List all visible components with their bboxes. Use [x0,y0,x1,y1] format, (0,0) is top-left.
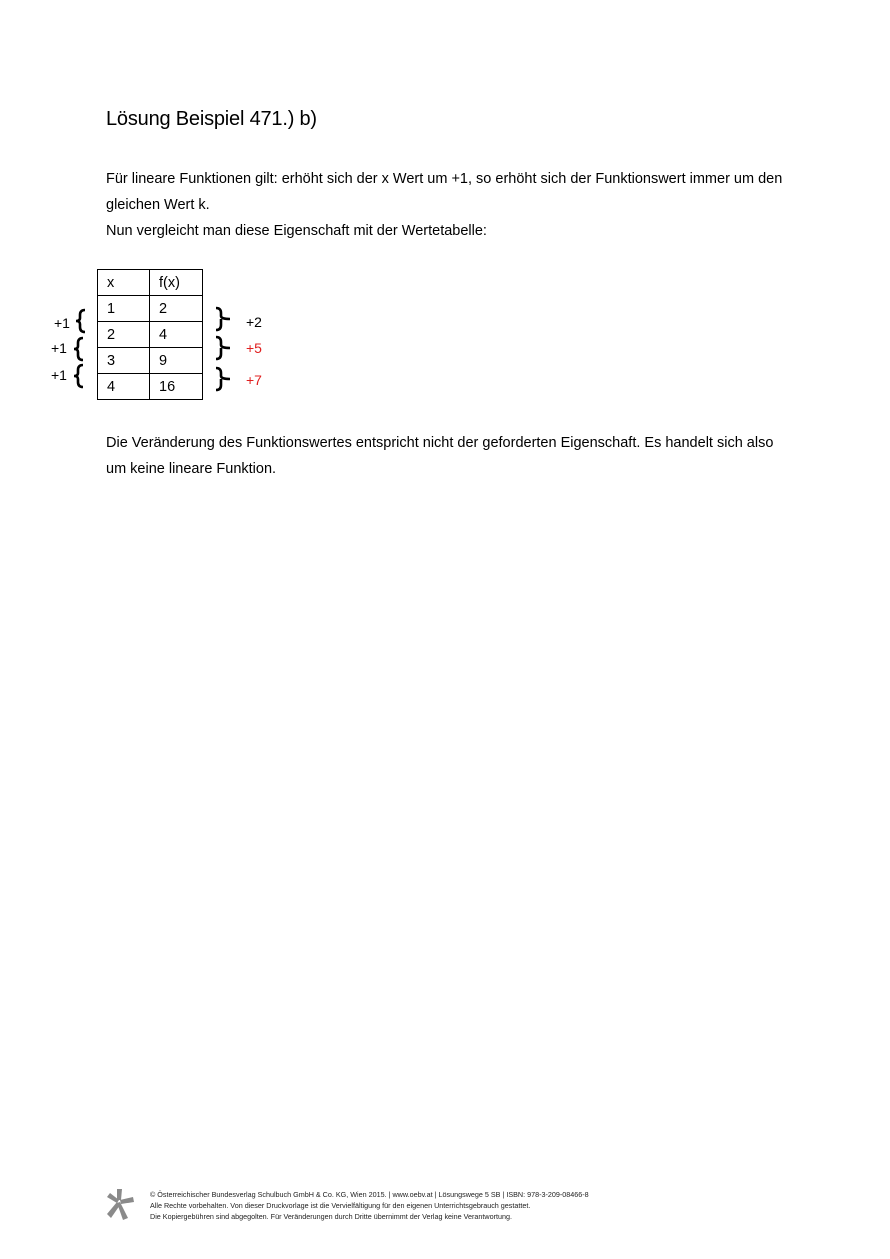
table-cell: 2 [98,322,150,348]
intro-line-2: gleichen Wert k. [106,197,210,213]
y-step-label-highlight: +7 [246,372,262,388]
x-step-label: +1 [54,315,70,331]
table-row [98,374,203,400]
page-title: Lösung Beispiel 471.) b) [106,108,317,130]
footer-line-2: Alle Rechte vorbehalten. Von dieser Druckvorlage ist die Vervielfältigung für den eigenen Unterrichtsgebrauch gestattet. [150,1201,531,1210]
table-row [98,348,203,374]
intro-line-3: Nun vergleicht man diese Eigenschaft mit der Wertetabelle: [106,223,487,239]
conclusion-paragraph [106,430,826,482]
right-brace-icon [213,335,233,361]
value-table [97,269,203,400]
table-header-cell: f(x) [150,270,203,296]
x-step-label: +1 [51,340,67,356]
right-brace-icon [213,366,233,392]
table-row [98,296,203,322]
y-step-label-highlight: +5 [246,340,262,356]
table-cell: 1 [98,296,150,322]
table-header-cell: x [98,270,150,296]
table-cell: 3 [98,348,150,374]
left-brace-icon [72,336,86,362]
table-cell: 9 [150,348,203,374]
table-header-row [98,270,203,296]
right-brace-icon [213,306,233,332]
table-cell: 2 [150,296,203,322]
table-cell: 4 [150,322,203,348]
table-cell: 16 [150,374,203,400]
publisher-logo-icon [104,1188,136,1222]
intro-paragraph [106,166,826,244]
footer-line-3: Die Kopiergebühren sind abgegolten. Für Veränderungen durch Dritte übernimmt der Verlag keine Verantwortung. [150,1212,512,1221]
intro-line-1: Für lineare Funktionen gilt: erhöht sich der x Wert um +1, so erhöht sich der Funktionswert immer um den [106,171,783,187]
table-row [98,322,203,348]
left-brace-icon [72,363,86,389]
left-brace-icon [74,308,88,334]
footer-line-1: © Österreichischer Bundesverlag Schulbuch GmbH & Co. KG, Wien 2015. | www.oebv.at | Lösungswege 5 SB | ISBN: 978-3-209-08466-8 [150,1190,589,1199]
conclusion-line-1: Die Veränderung des Funktionswertes entspricht nicht der geforderten Eigenschaft. Es handelt sich also [106,435,774,451]
conclusion-line-2: um keine lineare Funktion. [106,461,277,477]
footer [150,1189,589,1222]
table-cell: 4 [98,374,150,400]
x-step-label: +1 [51,367,67,383]
y-step-label: +2 [246,314,262,330]
